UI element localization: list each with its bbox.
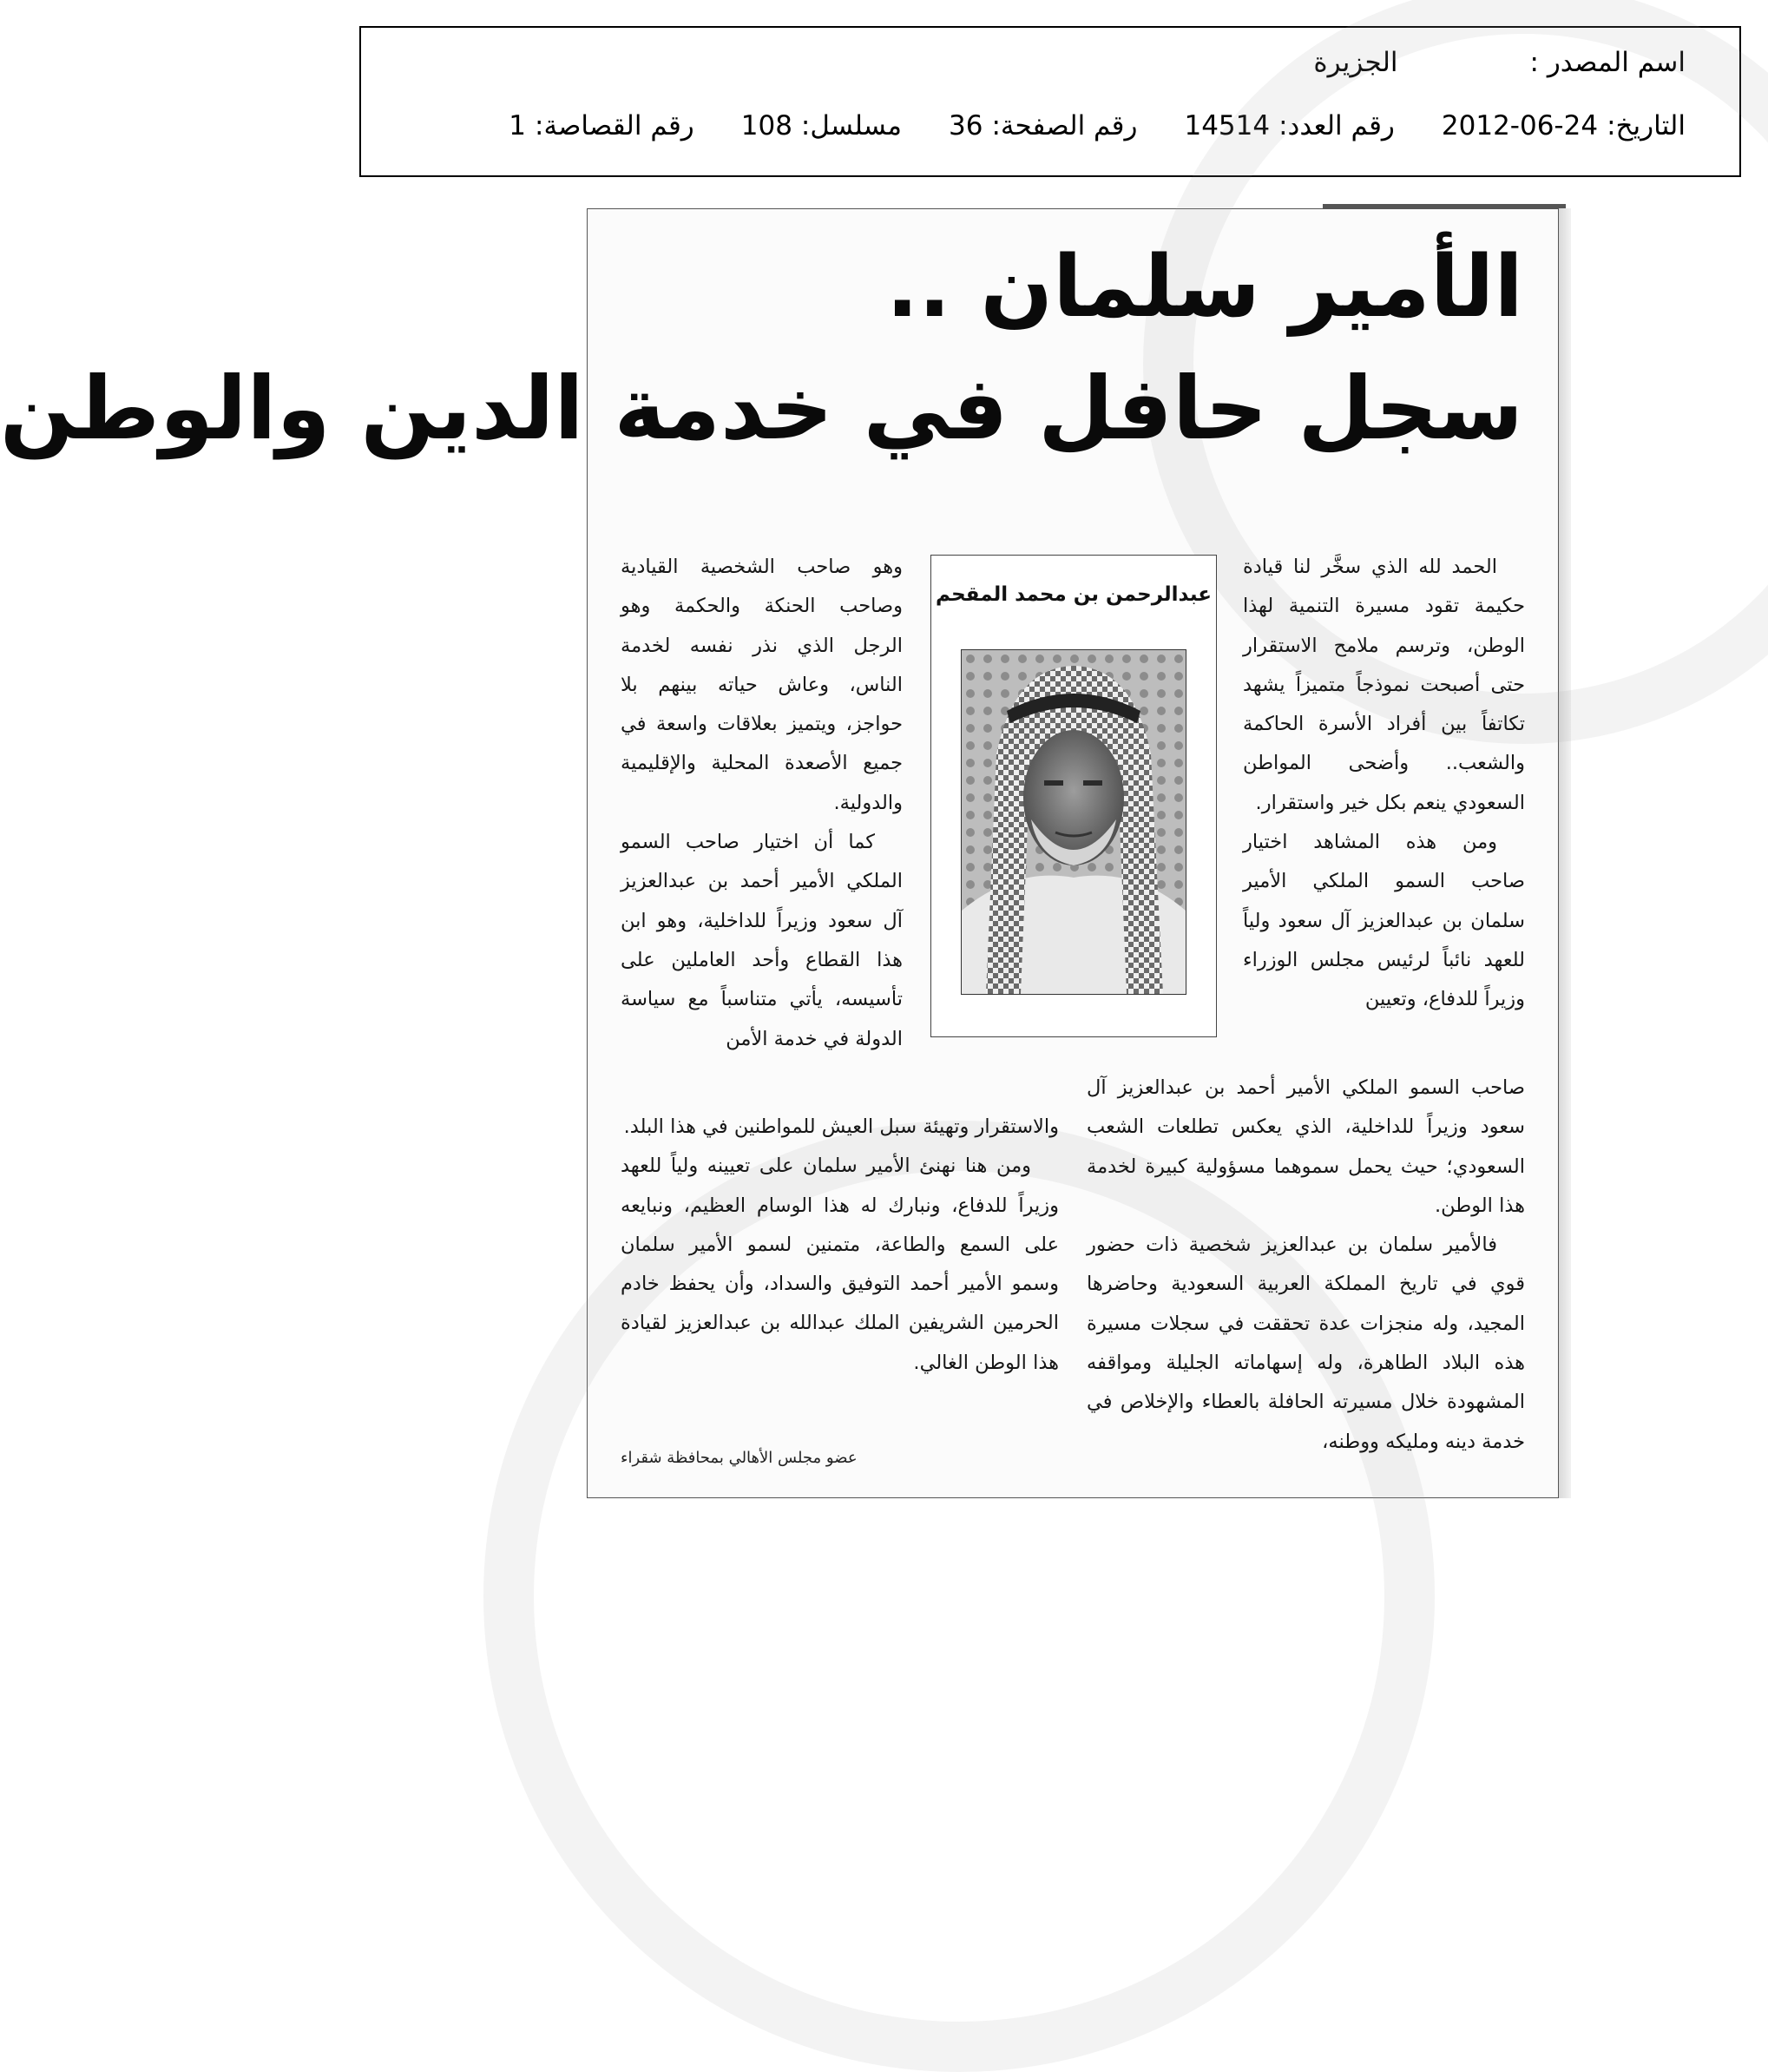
serial-label: مسلسل: bbox=[800, 110, 903, 141]
paragraph: ومن هذه المشاهد اختيار صاحب السمو الملكي الأمير سلمان بن عبدالعزيز آل سعود ولياً للعهد نائباً لرئيس مجلس الوزراء وزيراً للدفاع، وتعيين bbox=[1243, 831, 1525, 1011]
date-value: 2012-06-24 bbox=[1441, 110, 1599, 141]
scan-edge-right bbox=[1559, 208, 1571, 1498]
issue-label: رقم العدد: bbox=[1278, 110, 1395, 141]
paragraph: وهو صاحب الشخصية القيادية وصاحب الحنكة والحكمة وهو الرجل الذي نذر نفسه لخدمة الناس، وعاش حياته بينهم بلا حواجز، ويتميز بعلاقات واسعة في جميع الأصعدة المحلية والإقليمية والدولية. bbox=[621, 556, 903, 814]
newspaper-clipping bbox=[0, 208, 1559, 1498]
source-label: اسم المصدر : bbox=[1529, 47, 1686, 78]
page-field bbox=[949, 110, 1137, 141]
date-field bbox=[1442, 110, 1686, 141]
paragraph: فالأمير سلمان بن عبدالعزيز شخصية ذات حضور قوي في تاريخ المملكة العربية السعودية وحاضرها المجيد، وله منجزات عدة تحققت في سجلات مسيرة هذه البلاد الطاهرة، وله إسهاماته الجليلة ومواقفه المشهودة خلال مسيرته الحافلة بالعطاء والإخلاص في خدمة دينه ومليكه ووطنه، bbox=[1087, 1233, 1525, 1453]
portrait-illustration bbox=[962, 650, 1186, 994]
page-value: 36 bbox=[949, 110, 983, 141]
paragraph: ومن هنا نهنئ الأمير سلمان على تعيينه ولياً للعهد وزيراً للدفاع، ونبارك له هذا الوسام العظيم، ونبايعه على السمع والطاعة، متمنين لسمو الأمير سلمان وسمو الأمير أحمد التوفيق والسداد، وأن يحفظ خادم الحرمين الشريفين الملك عبدالله بن عبدالعزيز لقيادة هذا الوطن الغالي. bbox=[621, 1154, 1059, 1374]
headline-line-1: الأمير سلمان .. bbox=[885, 238, 1523, 337]
article-column-left-lower bbox=[621, 1108, 1059, 1383]
issue-value: 14514 bbox=[1184, 110, 1271, 141]
serial-value: 108 bbox=[740, 110, 792, 141]
clipping-metadata-box bbox=[359, 26, 1741, 177]
page-label: رقم الصفحة: bbox=[991, 110, 1138, 141]
serial-field bbox=[741, 110, 902, 141]
article-column-right-top bbox=[1243, 548, 1525, 1020]
date-label: التاريخ: bbox=[1607, 110, 1686, 141]
clip-field bbox=[509, 110, 693, 141]
article-column-left-top bbox=[621, 548, 903, 1059]
article-column-right-lower bbox=[1087, 1069, 1525, 1462]
paragraph: والاستقرار وتهيئة سبل العيش للمواطنين في هذا البلد. bbox=[623, 1115, 1059, 1138]
author-byline: عبدالرحمن بن محمد المقحم bbox=[936, 583, 1212, 606]
paragraph: كما أن اختيار صاحب السمو الملكي الأمير أحمد بن عبدالعزيز آل سعود وزيراً للداخلية، وهو ابن هذا القطاع وأحد العاملين على تأسيسه، يأتي متناسباً مع سياسة الدولة في خدمة الأمن bbox=[621, 831, 903, 1050]
paragraph: الحمد لله الذي سخَّر لنا قيادة حكيمة تقود مسيرة التنمية لهذا الوطن، وترسم ملامح الاستقرار حتى أصبحت نموذجاً متميزاً يشهد تكاتفاً بين أفراد الأسرة الحاكمة والشعب.. وأضحى المواطن السعودي ينعم بكل خير واستقرار. bbox=[1243, 556, 1525, 814]
clip-label: رقم القصاصة: bbox=[535, 110, 694, 141]
issue-field bbox=[1184, 110, 1394, 141]
clip-value: 1 bbox=[509, 110, 527, 141]
details-row bbox=[509, 110, 1686, 141]
headline-line-2: سجل حافل في خدمة الدين والوطن bbox=[0, 358, 1523, 459]
paragraph: صاحب السمو الملكي الأمير أحمد بن عبدالعزيز آل سعود وزيراً للداخلية، الذي يعكس تطلعات الشعب السعودي؛ حيث يحمل سموهما مسؤولية كبيرة لخدمة هذا الوطن. bbox=[1087, 1076, 1525, 1217]
author-photo-box bbox=[930, 555, 1217, 1037]
author-affiliation-note: عضو مجلس الأهالي بمحافظة شقراء bbox=[621, 1449, 858, 1467]
source-row bbox=[1313, 47, 1686, 78]
source-value: الجزيرة bbox=[1313, 47, 1398, 78]
author-portrait-photo bbox=[961, 649, 1186, 995]
